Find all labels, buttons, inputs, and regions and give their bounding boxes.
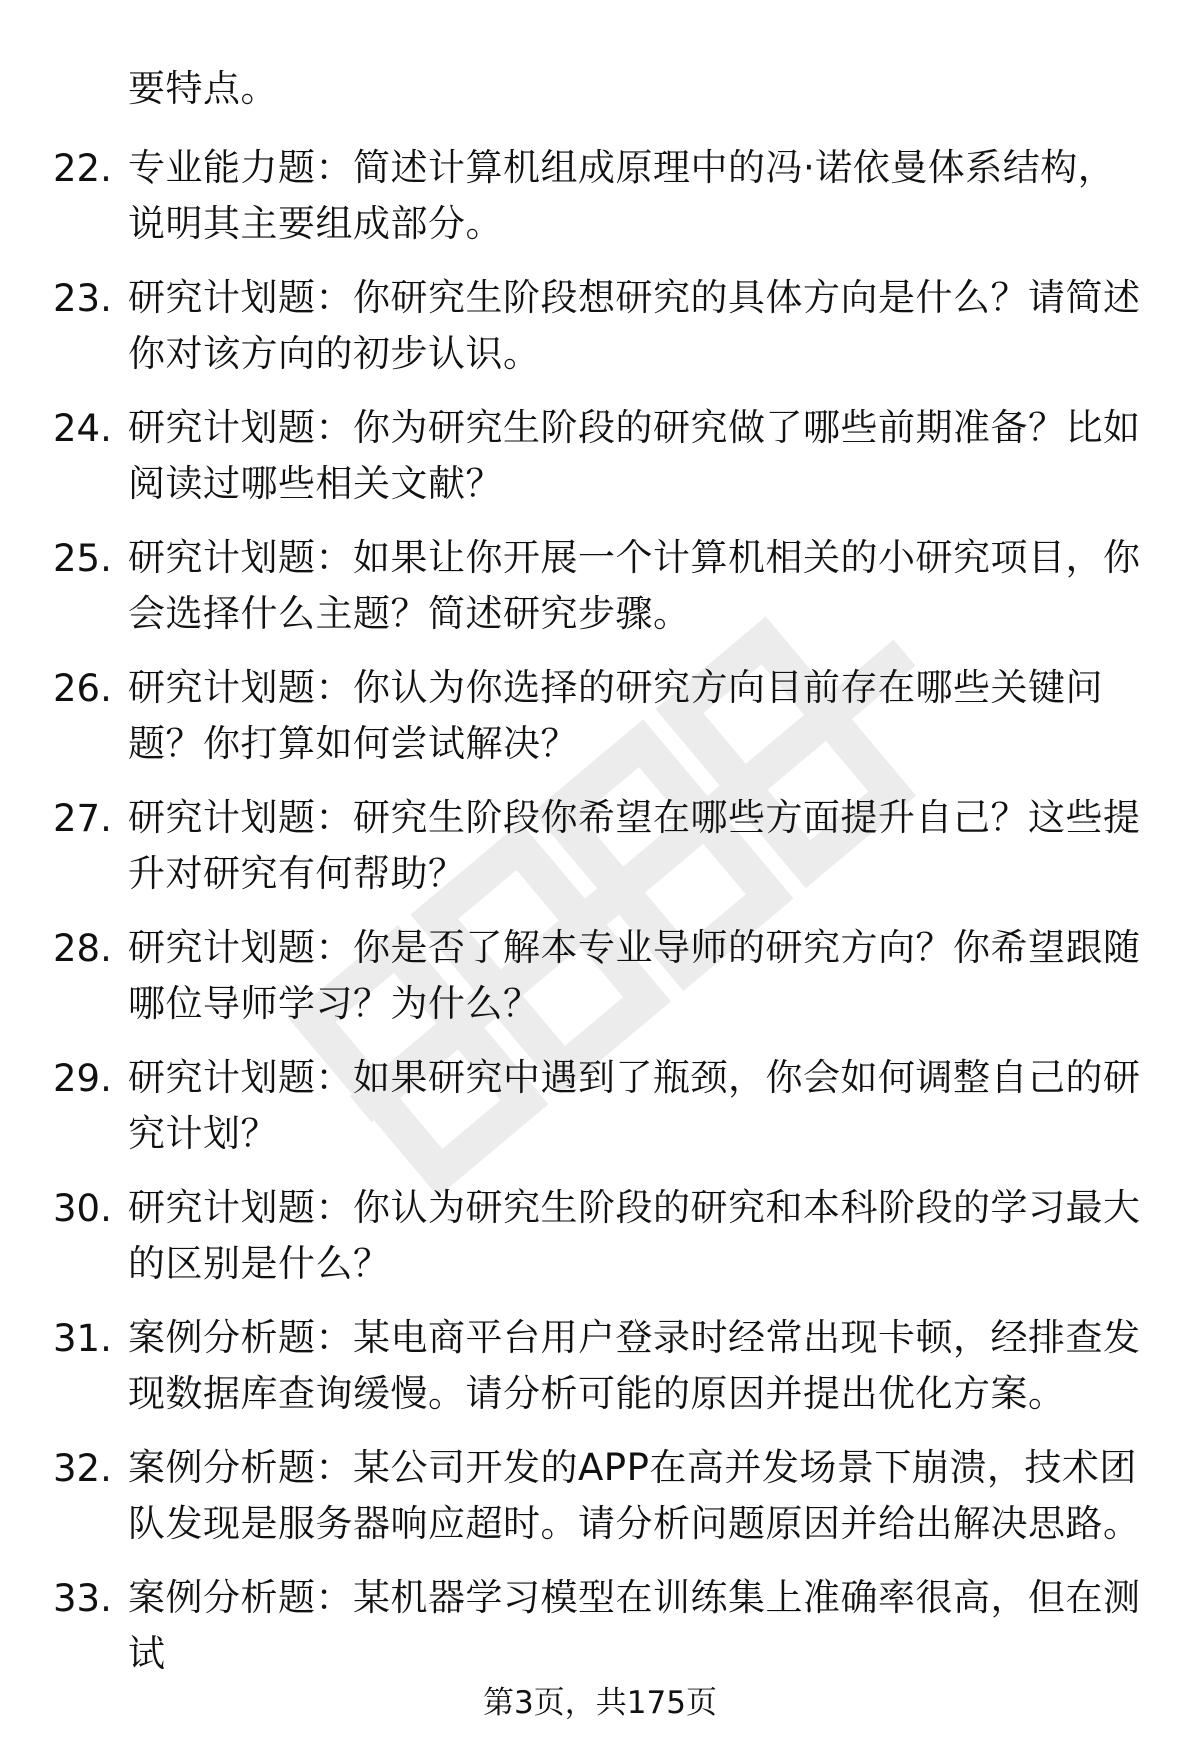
question-number: 32. xyxy=(53,1447,112,1490)
question-number: 29. xyxy=(53,1057,112,1100)
question-text: 研究计划题：如果研究中遇到了瓶颈，你会如何调整自己的研究计划？ xyxy=(128,1056,1141,1155)
question-text: 专业能力题：简述计算机组成原理中的冯·诺依曼体系结构，说明其主要组成部分。 xyxy=(128,146,1116,245)
question-text: 案例分析题：某机器学习模型在训练集上准确率很高，但在测试 xyxy=(128,1576,1141,1675)
question-number: 31. xyxy=(53,1317,112,1360)
question-text: 案例分析题：某公司开发的APP在高并发场景下崩溃，技术团队发现是服务器响应超时。请分析问题原因并给出解决思路。 xyxy=(128,1446,1141,1545)
question-text: 研究计划题：研究生阶段你希望在哪些方面提升自己？这些提升对研究有何帮助？ xyxy=(128,796,1141,895)
question-item xyxy=(0,1310,1200,1440)
question-list xyxy=(0,140,1200,1700)
question-item xyxy=(0,1440,1200,1570)
question-item xyxy=(0,1050,1200,1180)
question-text: 研究计划题：你认为研究生阶段的研究和本科阶段的学习最大的区别是什么？ xyxy=(128,1186,1141,1285)
question-text: 研究计划题：你认为你选择的研究方向目前存在哪些关键问题？你打算如何尝试解决？ xyxy=(128,666,1103,765)
question-item xyxy=(0,1570,1200,1700)
page-footer: 第3页，共175页 xyxy=(483,1685,717,1721)
question-item xyxy=(0,920,1200,1050)
question-number: 33. xyxy=(53,1577,112,1620)
question-number: 22. xyxy=(53,147,112,190)
question-number: 24. xyxy=(53,407,112,450)
question-number: 27. xyxy=(53,797,112,840)
question-number: 23. xyxy=(53,277,112,320)
continued-text: 要特点。 xyxy=(128,67,278,110)
question-number: 26. xyxy=(53,667,112,710)
question-number: 28. xyxy=(53,927,112,970)
question-text: 研究计划题：你研究生阶段想研究的具体方向是什么？请简述你对该方向的初步认识。 xyxy=(128,276,1141,375)
question-item xyxy=(0,140,1200,270)
question-item xyxy=(0,270,1200,400)
question-number: 30. xyxy=(53,1187,112,1230)
question-text: 案例分析题：某电商平台用户登录时经常出现卡顿，经排查发现数据库查询缓慢。请分析可能的原因并提出优化方案。 xyxy=(128,1316,1141,1415)
question-item xyxy=(0,400,1200,530)
question-text: 研究计划题：如果让你开展一个计算机相关的小研究项目，你会选择什么主题？简述研究步骤。 xyxy=(128,536,1141,635)
question-item xyxy=(0,530,1200,660)
question-text: 研究计划题：你是否了解本专业导师的研究方向？你希望跟随哪位导师学习？为什么？ xyxy=(128,926,1141,1025)
question-number: 25. xyxy=(53,537,112,580)
question-text: 研究计划题：你为研究生阶段的研究做了哪些前期准备？比如阅读过哪些相关文献？ xyxy=(128,406,1141,505)
question-item xyxy=(0,790,1200,920)
question-item xyxy=(0,660,1200,790)
question-item xyxy=(0,1180,1200,1310)
